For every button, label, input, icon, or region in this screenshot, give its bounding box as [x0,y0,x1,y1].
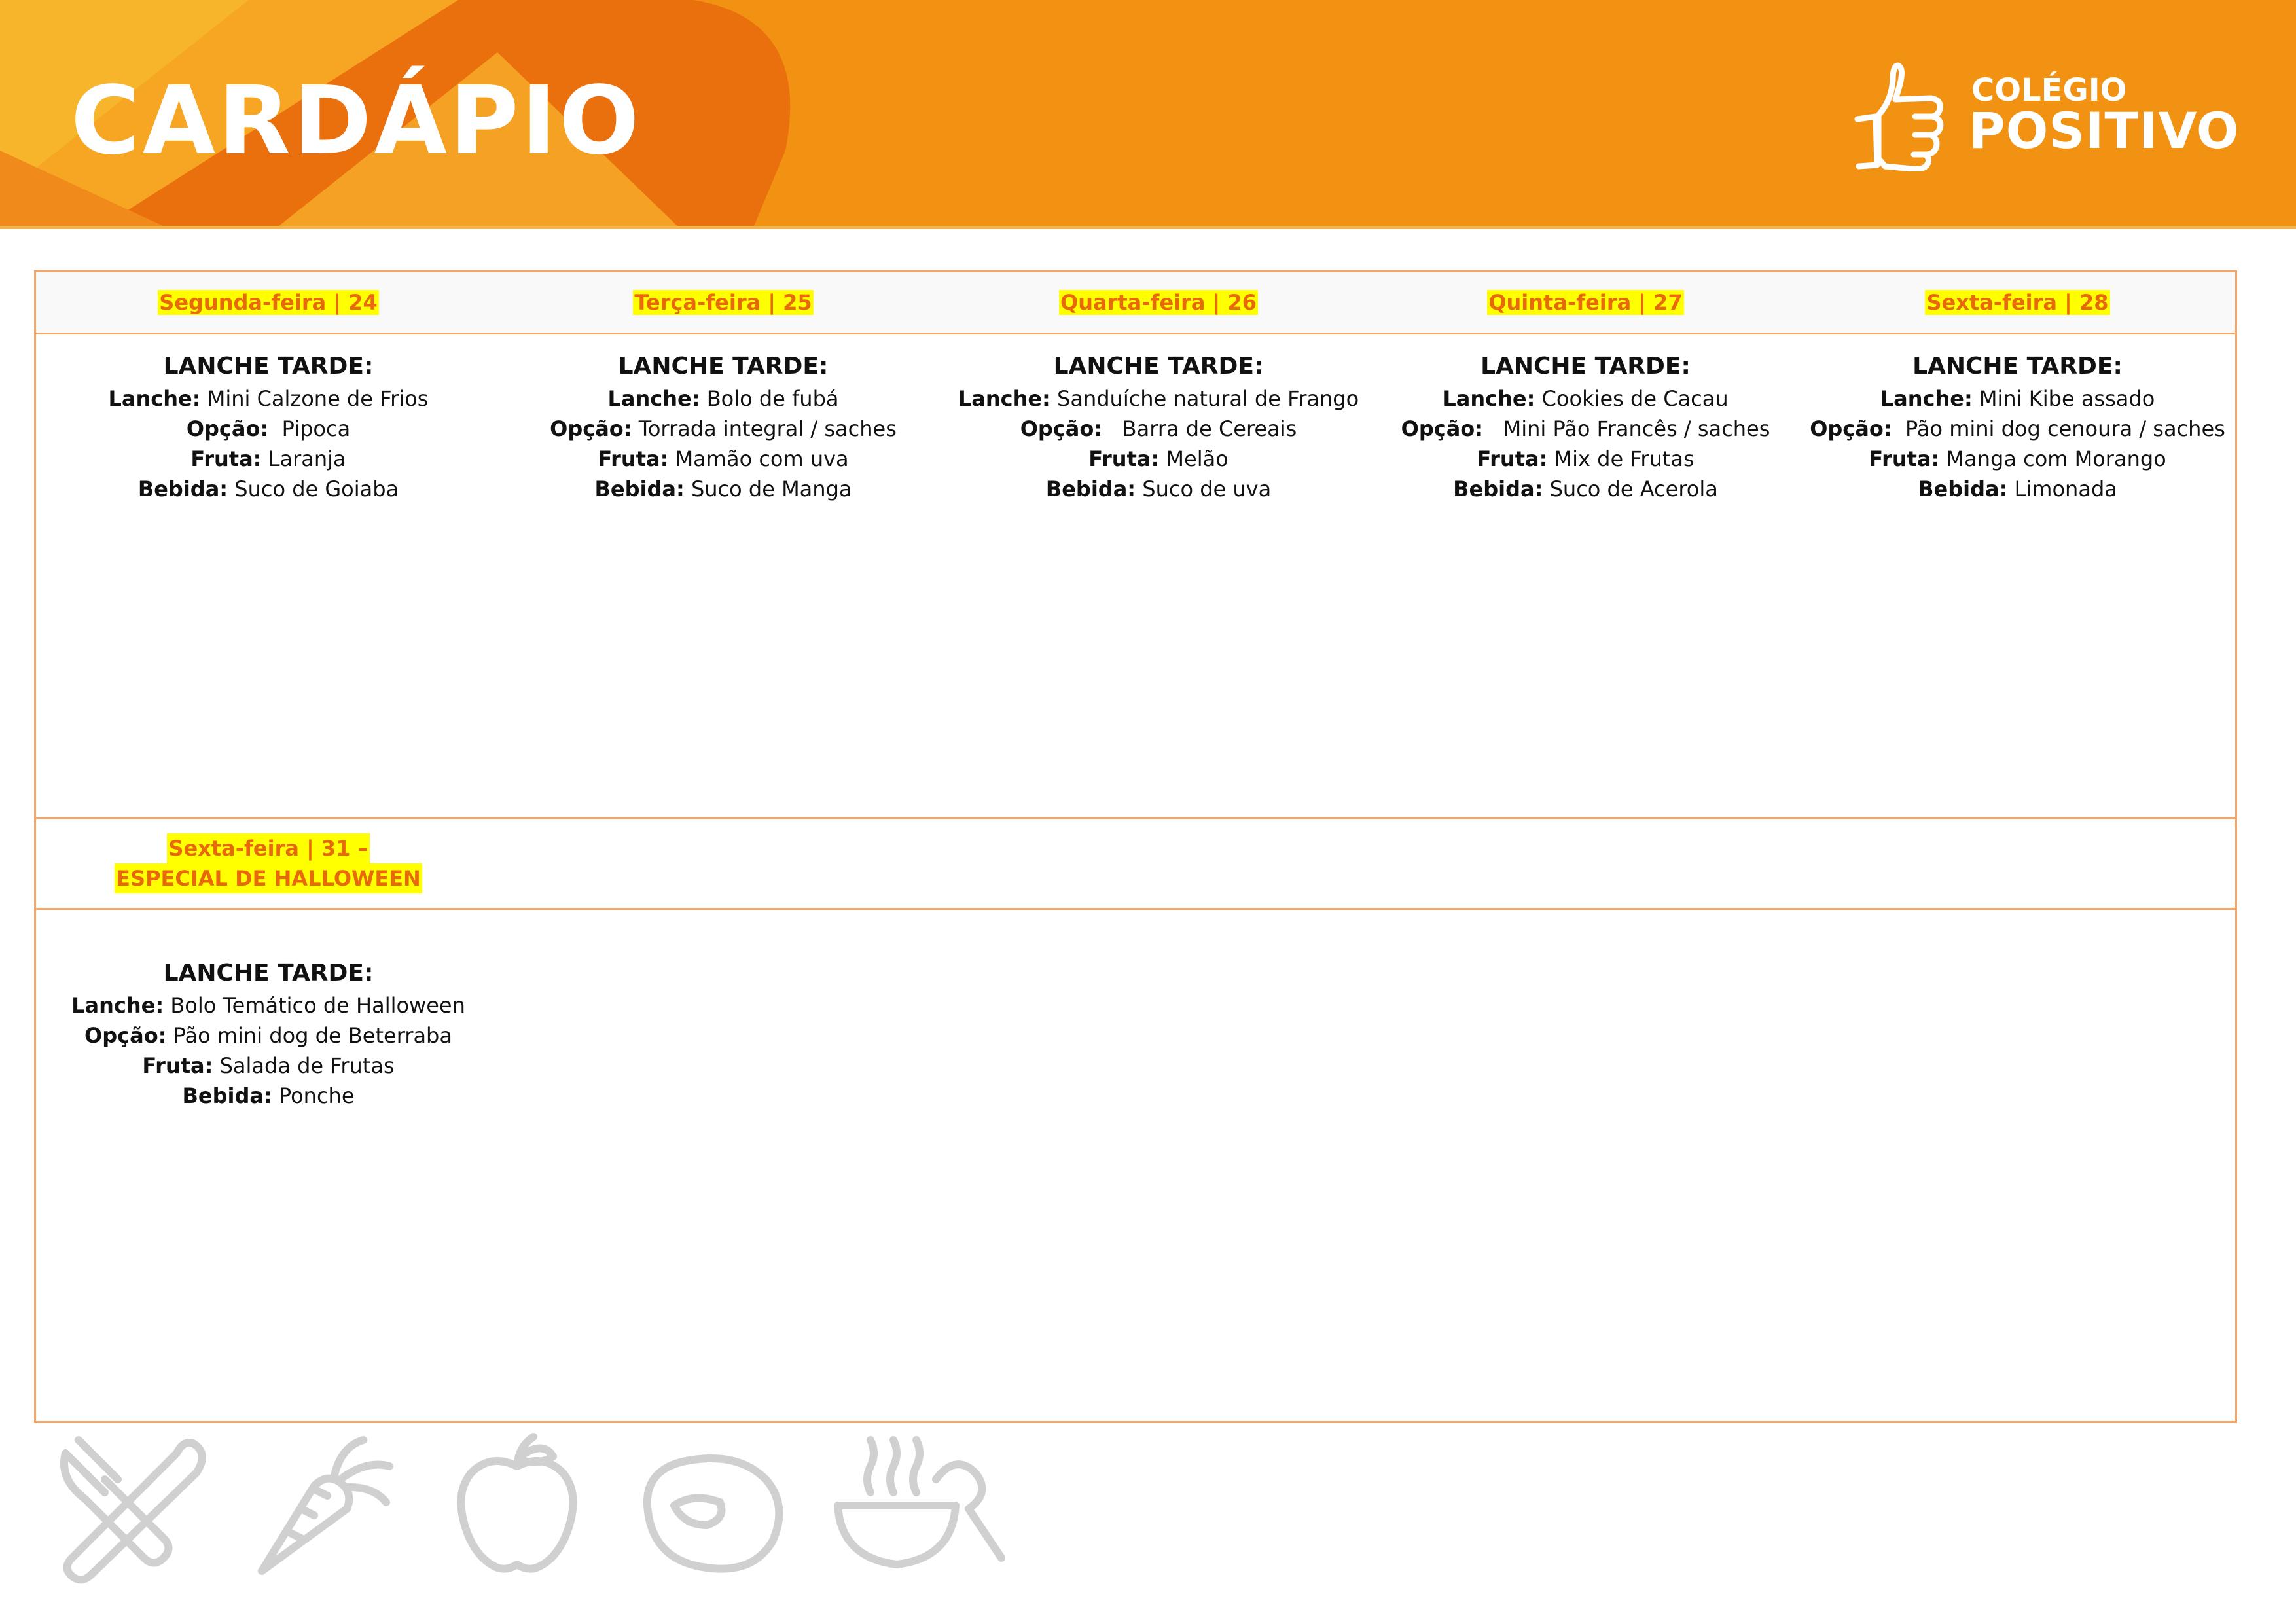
meal-cell-wednesday [946,350,1371,504]
footer-food-icons [46,1427,1028,1584]
day-header-tuesday [501,272,946,333]
logo-text-positivo: POSITIVO [1969,101,2240,160]
meal-section-title: LANCHE TARDE: [1053,353,1264,380]
meal-item-bebida: Bebida: Suco de Manga [594,477,852,501]
day-header-special [36,819,501,908]
carrot-icon [262,1440,389,1571]
week-meals-row [36,350,2235,808]
day-label: Quarta-feira | 26 [1060,290,1257,315]
day-label: Segunda-feira | 24 [159,290,378,315]
meal-item-lanche: Lanche: Cookies de Cacau [1443,386,1729,411]
meal-section-title: LANCHE TARDE: [1912,353,2123,380]
thumbs-up-icon [1852,60,1964,171]
page-title: CARDÁPIO [71,65,642,175]
meal-item-opcao: Opção: Torrada integral / saches [550,416,897,441]
meal-cell-tuesday [501,350,946,504]
special-day-line1: Sexta-feira | 31 – [167,833,369,863]
meal-item-fruta: Fruta: Melão [1088,446,1229,471]
meal-item-fruta: Fruta: Salada de Frutas [142,1053,395,1078]
meal-section-title: LANCHE TARDE: [1480,353,1691,380]
meal-section-title: LANCHE TARDE: [163,960,374,986]
special-meals-row [36,956,2235,1349]
apple-icon [461,1437,573,1569]
meal-item-bebida: Bebida: Limonada [1918,477,2117,501]
special-header-row [36,817,2235,910]
day-header-thursday [1371,272,1800,333]
meal-item-lanche: Lanche: Bolo Temático de Halloween [71,993,465,1018]
day-header-friday [1800,272,2235,333]
meal-item-lanche: Lanche: Mini Kibe assado [1880,386,2155,411]
day-label: Sexta-feira | 28 [1926,290,2109,315]
day-label: Quinta-feira | 27 [1488,290,1683,315]
meal-section-title: LANCHE TARDE: [163,353,374,380]
meal-item-lanche: Lanche: Mini Calzone de Frios [108,386,429,411]
meal-item-opcao: Opção: Pipoca [186,416,351,441]
meal-item-bebida: Bebida: Suco de uva [1045,477,1272,501]
meal-cell-thursday [1371,350,1800,504]
day-header-wednesday [946,272,1371,333]
meal-cell-monday [36,350,501,504]
special-day-line2: ESPECIAL DE HALLOWEEN [115,863,422,893]
meal-item-fruta: Fruta: Mix de Frutas [1477,446,1695,471]
meal-item-fruta: Fruta: Laranja [190,446,346,471]
cutlery-icon [64,1440,202,1579]
school-logo [1852,60,2240,171]
meal-item-opcao: Opção: Barra de Cereais [1020,416,1297,441]
meal-item-bebida: Bebida: Ponche [182,1083,355,1108]
meal-item-opcao: Opção: Pão mini dog cenoura / saches [1810,416,2225,441]
meal-item-lanche: Lanche: Sanduíche natural de Frango [958,386,1359,411]
meal-cell-special [36,956,501,1111]
logo-text-colegio: COLÉGIO [1971,72,2127,109]
menu-table [34,270,2237,1423]
meal-item-lanche: Lanche: Bolo de fubá [607,386,839,411]
meal-item-bebida: Bebida: Suco de Goiaba [137,477,399,501]
meal-item-opcao: Opção: Mini Pão Francês / saches [1401,416,1770,441]
meal-cell-friday [1800,350,2235,504]
day-header-monday [36,272,501,333]
week-header-row [36,272,2235,334]
day-label: Terça-feira | 25 [634,290,812,315]
soup-bowl-icon [838,1440,1001,1564]
meal-item-fruta: Fruta: Manga com Morango [1869,446,2166,471]
meal-item-opcao: Opção: Pão mini dog de Beterraba [84,1023,452,1048]
meal-item-fruta: Fruta: Mamão com uva [598,446,849,471]
header-banner [0,0,2296,229]
steak-icon [647,1458,780,1569]
meal-item-bebida: Bebida: Suco de Acerola [1453,477,1718,501]
meal-section-title: LANCHE TARDE: [618,353,829,380]
